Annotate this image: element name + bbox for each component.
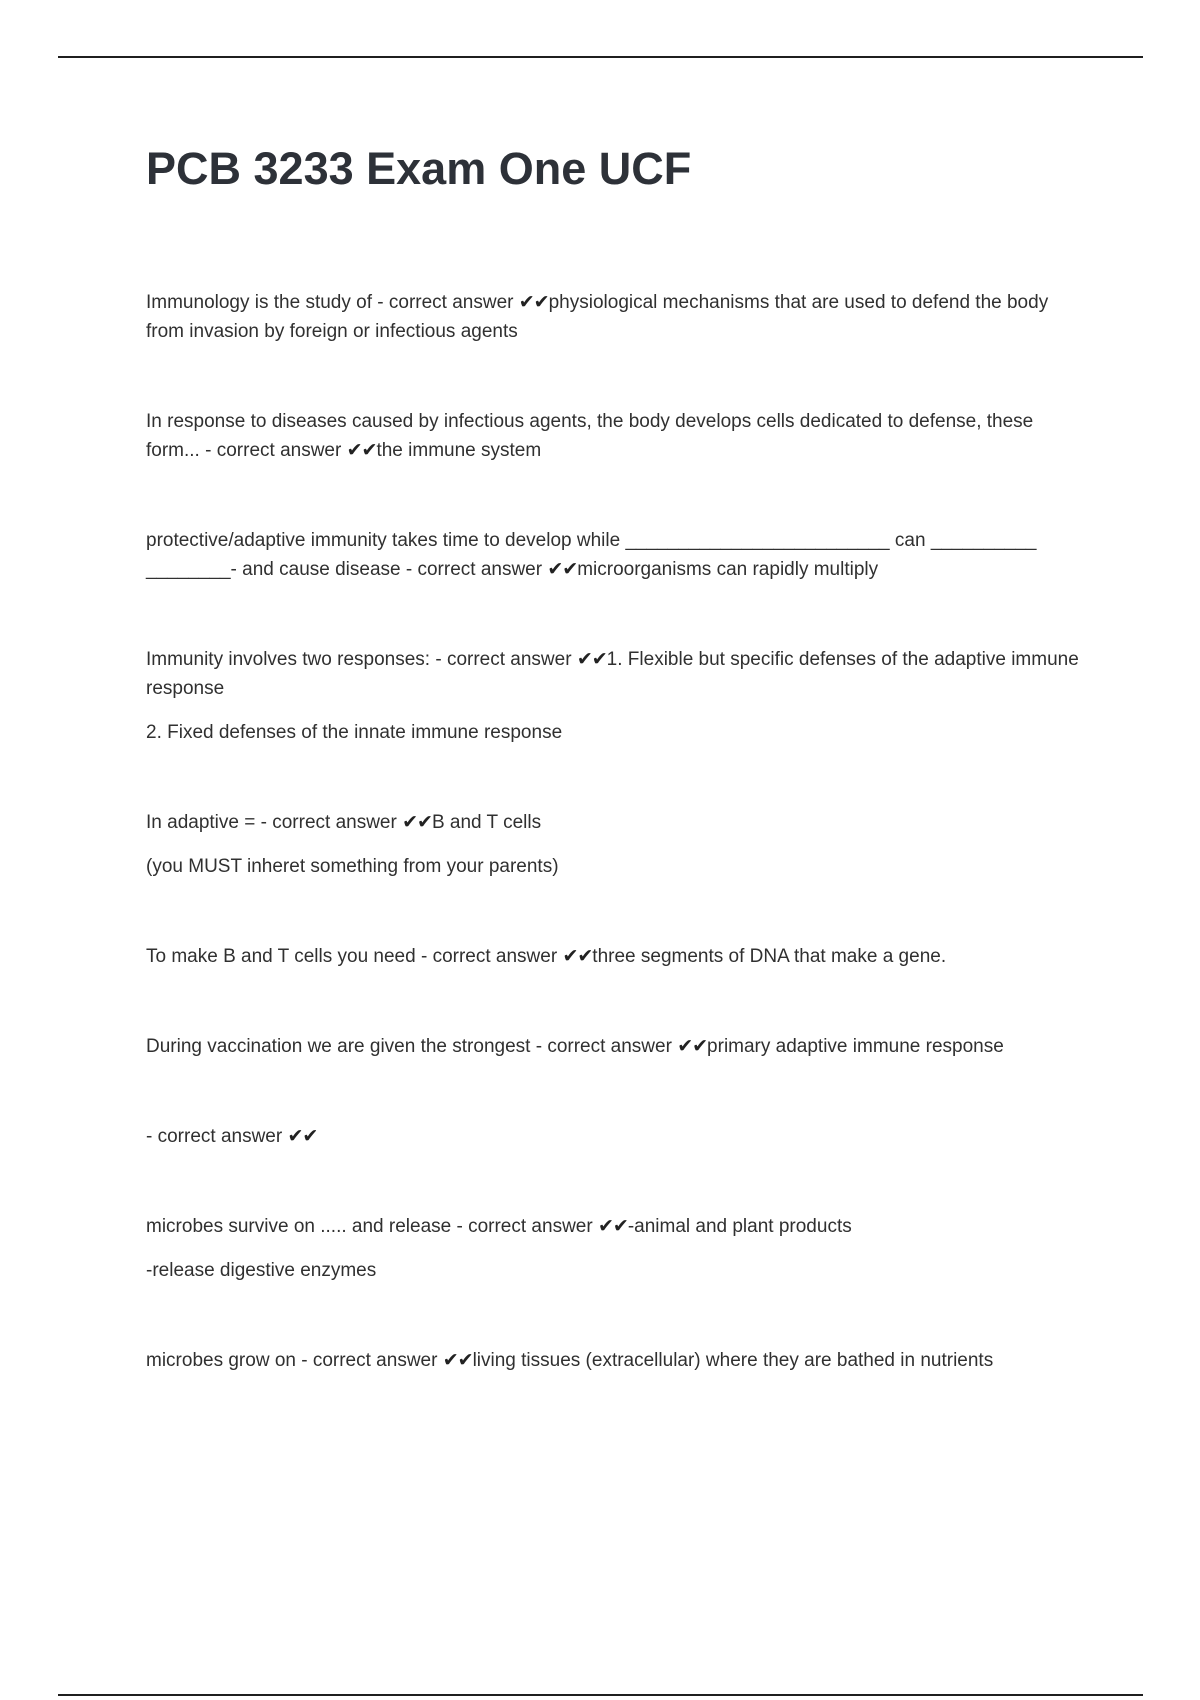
answer-extra: -release digestive enzymes (146, 1260, 377, 1281)
check-icon: ✔✔ (677, 1036, 708, 1057)
qa-item (146, 288, 1086, 346)
check-icon: ✔✔ (442, 1350, 473, 1371)
qa-item (146, 1346, 1086, 1375)
top-rule (58, 56, 1143, 58)
check-icon: ✔✔ (287, 1126, 318, 1147)
question-text: microbes grow on (146, 1350, 296, 1371)
separator: - correct answer (415, 946, 563, 967)
answer-extra: 2. Fixed defenses of the innate immune response (146, 722, 563, 743)
check-icon: ✔✔ (576, 649, 607, 670)
qa-item (146, 1212, 1086, 1285)
separator: - correct answer (430, 649, 577, 670)
answer-text: the immune system (376, 440, 542, 461)
separator: - correct answer (199, 440, 347, 461)
qa-item (146, 942, 1086, 971)
check-icon: ✔✔ (562, 946, 593, 967)
answer-text: -animal and plant products (627, 1216, 852, 1237)
document-title: PCB 3233 Exam One UCF (146, 143, 692, 194)
qa-item (146, 645, 1086, 747)
qa-item (146, 1122, 1086, 1151)
question-text: In adaptive = (146, 812, 256, 833)
separator: - correct answer (451, 1216, 598, 1237)
question-text: protective/adaptive immunity takes time to develop while _________________________ can __________ ________- and cause disease (146, 530, 1037, 580)
answer-text: 1. Flexible but specific defenses of the adaptive immune response (146, 649, 1079, 699)
answer-text: three segments of DNA that make a gene. (592, 946, 947, 967)
answer-text: living tissues (extracellular) where they are bathed in nutrients (472, 1350, 994, 1371)
qa-item (146, 808, 1086, 881)
separator: - correct answer (530, 1036, 678, 1057)
check-icon: ✔✔ (518, 292, 549, 313)
question-text: Immunity involves two responses: (146, 649, 431, 670)
separator: - correct answer (400, 559, 548, 580)
check-icon: ✔✔ (597, 1216, 628, 1237)
qa-item (146, 1032, 1086, 1061)
check-icon: ✔✔ (547, 559, 578, 580)
check-icon: ✔✔ (402, 812, 432, 833)
bottom-rule (58, 1694, 1143, 1696)
separator: - correct answer (255, 812, 403, 833)
answer-extra: (you MUST inheret something from your parents) (146, 856, 559, 877)
question-text: In response to diseases caused by infectious agents, the body develops cells dedicated to defense, these form... (146, 411, 1034, 461)
qa-list (146, 288, 1086, 1375)
separator: - correct answer (372, 292, 519, 313)
qa-item (146, 526, 1086, 584)
answer-text: B and T cells (431, 812, 542, 833)
question-text: To make B and T cells you need (146, 946, 416, 967)
question-text: microbes survive on ..... and release (146, 1216, 452, 1237)
answer-text: primary adaptive immune response (707, 1036, 1004, 1057)
answer-text: microorganisms can rapidly multiply (577, 559, 879, 580)
check-icon: ✔✔ (346, 440, 377, 461)
separator: - correct answer (146, 1126, 288, 1147)
answer-text: physiological mechanisms that are used to defend the body from invasion by foreign or infectious agents (146, 292, 1049, 342)
question-text: During vaccination we are given the strongest (146, 1036, 531, 1057)
question-text: Immunology is the study of (146, 292, 372, 313)
qa-item (146, 407, 1086, 465)
separator: - correct answer (295, 1350, 443, 1371)
